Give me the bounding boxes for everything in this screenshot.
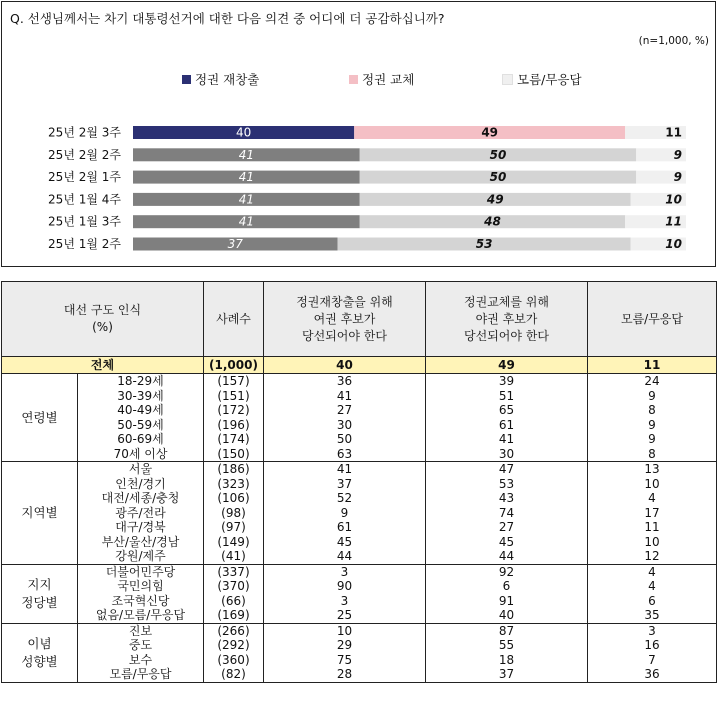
row-label: 대전/세종/충청: [78, 491, 204, 506]
row-sample-size: (172): [204, 403, 264, 418]
row-value-continuation: 44: [264, 549, 426, 564]
row-value-change: 39: [426, 374, 588, 389]
chart-panel: [1, 1, 716, 267]
row-value-dont-know: 9: [588, 432, 717, 447]
row-label: 모름/무응답: [78, 667, 204, 682]
row-value-dont-know: 11: [588, 357, 717, 374]
group-label: 지지 정당별: [2, 564, 78, 623]
row-value-dont-know: 4: [588, 564, 717, 579]
data-label: 40: [235, 125, 252, 140]
group-label: 이념 성향별: [2, 623, 78, 682]
row-label: 대구/경북: [78, 520, 204, 535]
row-value-change: 45: [426, 535, 588, 550]
row-value-continuation: 41: [264, 462, 426, 477]
legend-label-series-2: 정권 교체: [362, 72, 415, 87]
row-value-continuation: 52: [264, 491, 426, 506]
row-value-dont-know: 7: [588, 653, 717, 668]
row-value-dont-know: 16: [588, 638, 717, 653]
row-value-continuation: 41: [264, 389, 426, 404]
row-label: 70세 이상: [78, 447, 204, 462]
row-value-dont-know: 24: [588, 374, 717, 389]
row-value-dont-know: 10: [588, 535, 717, 550]
table-row: [2, 403, 717, 418]
category-label: 25년 2월 1주: [48, 170, 121, 185]
row-label: 보수: [78, 653, 204, 668]
row-value-change: 40: [426, 608, 588, 623]
row-value-continuation: 75: [264, 653, 426, 668]
table-row-total: [2, 357, 717, 374]
row-value-dont-know: 8: [588, 447, 717, 462]
results-table: [1, 281, 717, 683]
row-value-change: 74: [426, 506, 588, 521]
table-row: [2, 418, 717, 433]
table-row: [2, 623, 717, 638]
row-value-change: 41: [426, 432, 588, 447]
row-value-dont-know: 36: [588, 667, 717, 682]
table-row: [2, 520, 717, 535]
data-label: 41: [238, 170, 255, 185]
stacked-bar-chart: [2, 2, 715, 266]
table-row: [2, 477, 717, 492]
table-row: [2, 638, 717, 653]
row-value-change: 27: [426, 520, 588, 535]
category-label: 25년 2월 2주: [48, 147, 121, 162]
legend-label-series-1: 정권 재창출: [195, 72, 260, 87]
row-label: 60-69세: [78, 432, 204, 447]
row-value-continuation: 63: [264, 447, 426, 462]
table-row: [2, 594, 717, 609]
row-sample-size: (151): [204, 389, 264, 404]
row-value-change: 87: [426, 623, 588, 638]
row-label: 서울: [78, 462, 204, 477]
row-label: 부산/울산/경남: [78, 535, 204, 550]
category-label: 25년 2월 3주: [48, 125, 121, 140]
row-sample-size: (41): [204, 549, 264, 564]
row-sample-size: (370): [204, 579, 264, 594]
header-sample-size: 사례수: [204, 282, 264, 357]
row-sample-size: (150): [204, 447, 264, 462]
row-label: 진보: [78, 623, 204, 638]
row-value-change: 44: [426, 549, 588, 564]
table-row: [2, 579, 717, 594]
data-label: 37: [227, 237, 243, 251]
row-value-continuation: 9: [264, 506, 426, 521]
row-value-continuation: 50: [264, 432, 426, 447]
legend-label-series-3: 모름/무응답: [517, 72, 582, 87]
table-row: [2, 506, 717, 521]
row-value-change: 53: [426, 477, 588, 492]
table-row: [2, 491, 717, 506]
row-value-continuation: 37: [264, 477, 426, 492]
row-sample-size: (98): [204, 506, 264, 521]
row-value-dont-know: 10: [588, 477, 717, 492]
row-label: 50-59세: [78, 418, 204, 433]
row-value-dont-know: 9: [588, 418, 717, 433]
row-value-change: 47: [426, 462, 588, 477]
row-value-continuation: 30: [264, 418, 426, 433]
table-header-row: [2, 282, 717, 357]
row-sample-size: (157): [204, 374, 264, 389]
row-label: 광주/전라: [78, 506, 204, 521]
row-value-continuation: 27: [264, 403, 426, 418]
row-value-dont-know: 12: [588, 549, 717, 564]
data-label: 11: [665, 214, 682, 229]
row-sample-size: (292): [204, 638, 264, 653]
row-label: 중도: [78, 638, 204, 653]
data-label: 10: [665, 237, 682, 251]
data-label: 49: [481, 125, 499, 140]
data-label: 50: [489, 147, 507, 162]
row-sample-size: (337): [204, 564, 264, 579]
table-row: [2, 653, 717, 668]
question-text: Q. 선생님께서는 차기 대통령선거에 대한 다음 의견 중 어디에 더 공감하십니까?: [10, 11, 445, 26]
row-value-change: 55: [426, 638, 588, 653]
row-value-continuation: 25: [264, 608, 426, 623]
data-label: 49: [486, 192, 504, 207]
row-value-dont-know: 6: [588, 594, 717, 609]
row-value-dont-know: 4: [588, 491, 717, 506]
table-row: [2, 564, 717, 579]
row-value-change: 65: [426, 403, 588, 418]
row-value-dont-know: 8: [588, 403, 717, 418]
header-dont-know: 모름/무응답: [588, 282, 717, 357]
header-regime-change: 정권교체를 위해 야권 후보가 당선되어야 한다: [426, 282, 588, 357]
row-value-continuation: 36: [264, 374, 426, 389]
group-label: 연령별: [2, 374, 78, 462]
row-value-change: 49: [426, 357, 588, 374]
table-row: [2, 389, 717, 404]
data-label: 48: [484, 214, 501, 229]
row-value-continuation: 3: [264, 564, 426, 579]
row-sample-size: (106): [204, 491, 264, 506]
table-row: [2, 432, 717, 447]
row-value-change: 37: [426, 667, 588, 682]
row-label: 인천/경기: [78, 477, 204, 492]
table-row: [2, 608, 717, 623]
row-value-dont-know: 11: [588, 520, 717, 535]
group-label: 지역별: [2, 462, 78, 565]
table-row: [2, 462, 717, 477]
row-value-change: 92: [426, 564, 588, 579]
row-value-dont-know: 17: [588, 506, 717, 521]
row-label: 전체: [2, 357, 204, 374]
row-value-change: 61: [426, 418, 588, 433]
data-label: 53: [475, 237, 493, 251]
row-value-dont-know: 4: [588, 579, 717, 594]
data-label: 9: [673, 170, 682, 185]
data-label: 41: [238, 214, 255, 229]
row-value-dont-know: 9: [588, 389, 717, 404]
row-value-dont-know: 3: [588, 623, 717, 638]
row-sample-size: (82): [204, 667, 264, 682]
row-label: 강원/제주: [78, 549, 204, 564]
row-sample-size: (174): [204, 432, 264, 447]
row-label: 40-49세: [78, 403, 204, 418]
data-label: 11: [665, 125, 682, 140]
row-label: 18-29세: [78, 374, 204, 389]
data-label: 10: [665, 192, 682, 207]
row-value-continuation: 3: [264, 594, 426, 609]
row-label: 더불어민주당: [78, 564, 204, 579]
row-value-change: 6: [426, 579, 588, 594]
row-sample-size: (169): [204, 608, 264, 623]
row-sample-size: (97): [204, 520, 264, 535]
row-label: 없음/모름/무응답: [78, 608, 204, 623]
sample-size-note: (n=1,000, %): [638, 35, 709, 47]
row-value-continuation: 28: [264, 667, 426, 682]
row-value-continuation: 10: [264, 623, 426, 638]
table-row: [2, 535, 717, 550]
row-sample-size: (186): [204, 462, 264, 477]
data-label: 41: [238, 192, 255, 207]
row-value-dont-know: 13: [588, 462, 717, 477]
category-label: 25년 1월 4주: [48, 192, 121, 207]
table-row: [2, 374, 717, 389]
row-label: 30-39세: [78, 389, 204, 404]
row-value-continuation: 90: [264, 579, 426, 594]
table-row: [2, 667, 717, 682]
row-value-change: 43: [426, 491, 588, 506]
row-value-change: 18: [426, 653, 588, 668]
data-label: 50: [489, 170, 507, 185]
row-value-continuation: 29: [264, 638, 426, 653]
row-label: 국민의힘: [78, 579, 204, 594]
row-sample-size: (323): [204, 477, 264, 492]
row-sample-size: (360): [204, 653, 264, 668]
row-sample-size: (266): [204, 623, 264, 638]
header-regime-continuation: 정권재창출을 위해 여권 후보가 당선되어야 한다: [264, 282, 426, 357]
row-sample-size: (149): [204, 535, 264, 550]
table-row: [2, 447, 717, 462]
row-sample-size: (196): [204, 418, 264, 433]
header-label: 대선 구도 인식 (%): [2, 282, 204, 357]
row-sample-size: (66): [204, 594, 264, 609]
row-label: 조국혁신당: [78, 594, 204, 609]
row-value-dont-know: 35: [588, 608, 717, 623]
row-value-change: 91: [426, 594, 588, 609]
table-row: [2, 549, 717, 564]
data-label: 41: [238, 147, 255, 162]
data-label: 9: [673, 147, 682, 162]
row-value-change: 30: [426, 447, 588, 462]
category-label: 25년 1월 2주: [48, 237, 121, 251]
row-value-continuation: 45: [264, 535, 426, 550]
row-value-change: 51: [426, 389, 588, 404]
category-label: 25년 1월 3주: [48, 214, 121, 229]
row-sample-size: (1,000): [204, 357, 264, 374]
row-value-continuation: 61: [264, 520, 426, 535]
row-value-continuation: 40: [264, 357, 426, 374]
